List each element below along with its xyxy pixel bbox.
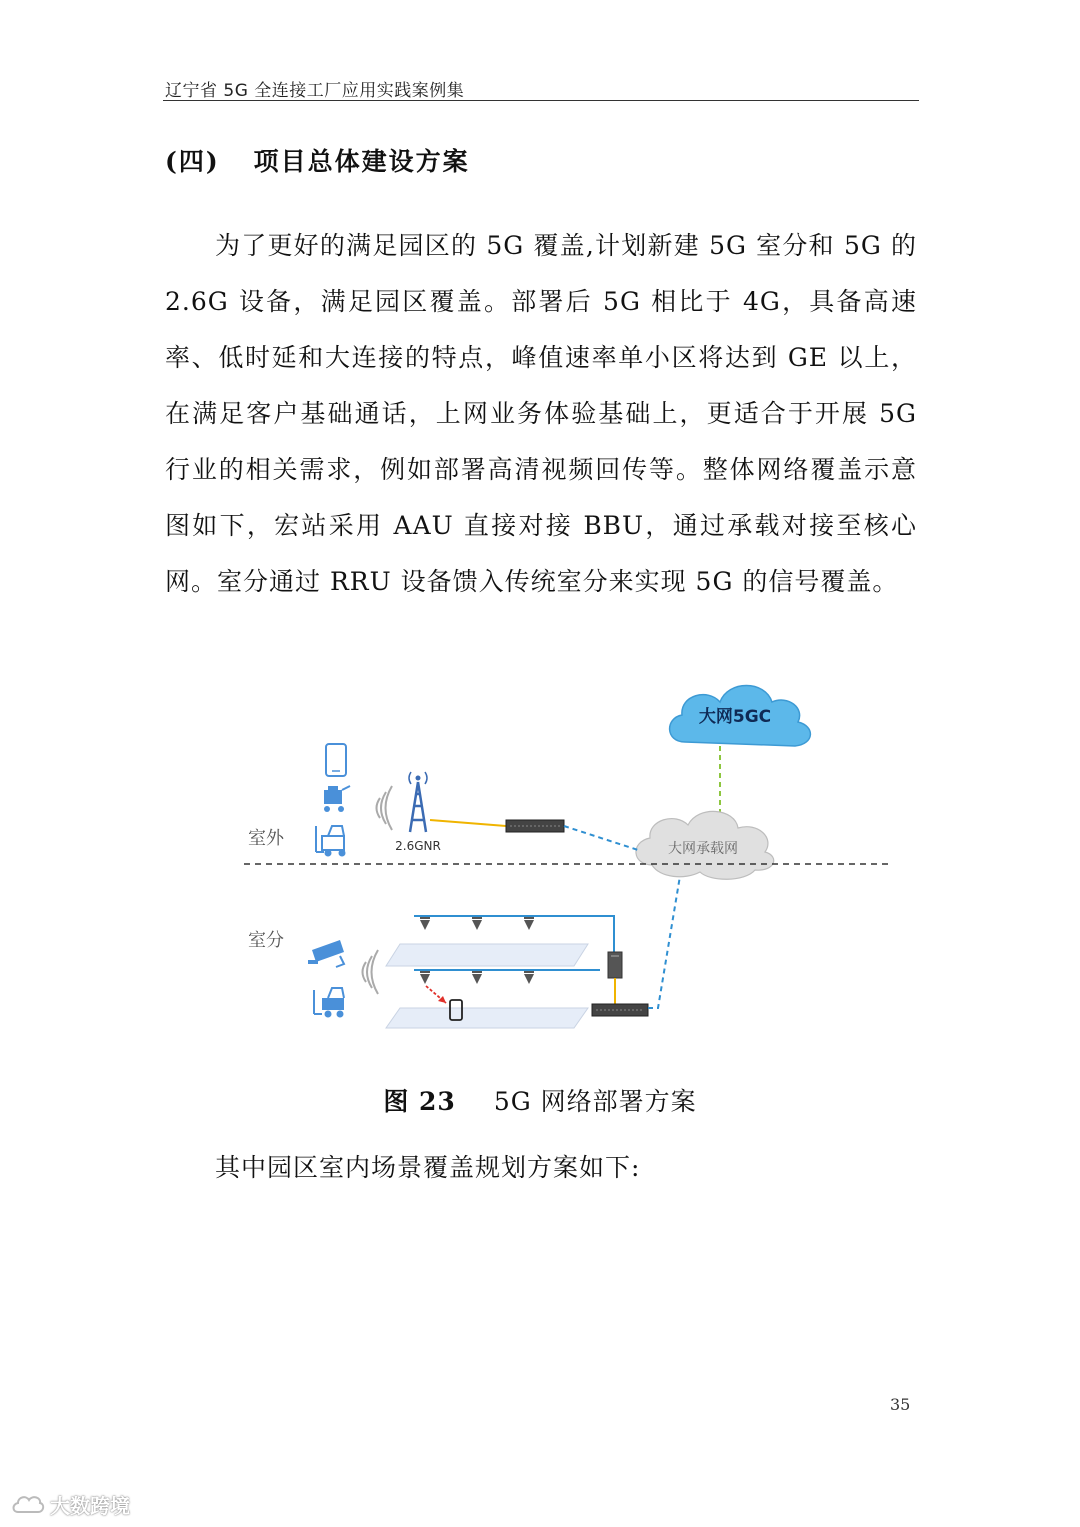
cart-robot-icon xyxy=(324,786,350,812)
floor-upper xyxy=(386,944,588,966)
outdoor-label: 室外 xyxy=(248,828,284,849)
forklift-icon xyxy=(314,988,344,1018)
cell-tower-icon xyxy=(395,772,441,853)
watermark xyxy=(10,1488,150,1520)
ceiling-antenna-icon xyxy=(420,970,534,984)
floor-lower xyxy=(386,1008,588,1028)
section-heading xyxy=(165,142,470,178)
figure-label: 图 23 xyxy=(383,1087,456,1116)
bbu-transport-link xyxy=(564,826,638,850)
phone-icon xyxy=(326,744,346,776)
following-paragraph: 其中园区室内场景覆盖规划方案如下: xyxy=(215,1153,641,1182)
bbu-outdoor-icon xyxy=(506,820,564,832)
watermark-text: 大数跨境 xyxy=(50,1493,130,1518)
section-title: 项目总体建设方案 xyxy=(253,147,470,176)
page-number: 35 xyxy=(890,1395,911,1414)
transport-cloud-icon xyxy=(636,811,774,879)
section-number: (四) xyxy=(165,147,220,176)
cloud-logo-icon xyxy=(10,1492,46,1516)
header-rule xyxy=(163,100,919,101)
body-paragraph: 为了更好的满足园区的 5G 覆盖,计划新建 5G 室分和 5G 的 2.6G 设备，满足园区覆盖。部署后 5G 相比于 4G，具备高速率、低时延和大连接的特点，峰值速率单小区将达到 GE 以上，在满足客户基础通话，上网业务体验基础上，更适合于开展 5G 行业的相关需求，例如部署高清视频回传等。整体网络覆盖示意图如下，宏站采用 AAU 直接对接 BBU，通过承载对接至核心网。室分通过 RRU 设备馈入传统室分来实现 5G 的信号覆盖。 xyxy=(165,231,917,596)
bbu-indoor-icon xyxy=(592,1004,648,1016)
transport-label: 大网承载网 xyxy=(668,841,738,857)
figure-title: 5G 网络部署方案 xyxy=(493,1087,697,1116)
wireless-signal-icon xyxy=(377,786,393,830)
tower-bbu-link xyxy=(430,820,506,826)
figure-caption xyxy=(0,1082,1080,1118)
indoor-label: 室分 xyxy=(248,930,284,951)
camera-icon xyxy=(308,940,344,967)
tower-label: 2.6GNR xyxy=(395,839,441,853)
forklift-icon xyxy=(316,826,346,857)
network-diagram xyxy=(240,660,900,1040)
rru-icon xyxy=(608,952,622,978)
wireless-signal-icon xyxy=(363,950,379,994)
indoor-transport-link xyxy=(648,876,680,1008)
core-cloud-icon xyxy=(670,686,811,747)
ceiling-antenna-icon xyxy=(420,916,534,930)
core-label: 大网5GC xyxy=(698,707,772,727)
running-header: 辽宁省 5G 全连接工厂应用实践案例集 xyxy=(165,81,465,101)
